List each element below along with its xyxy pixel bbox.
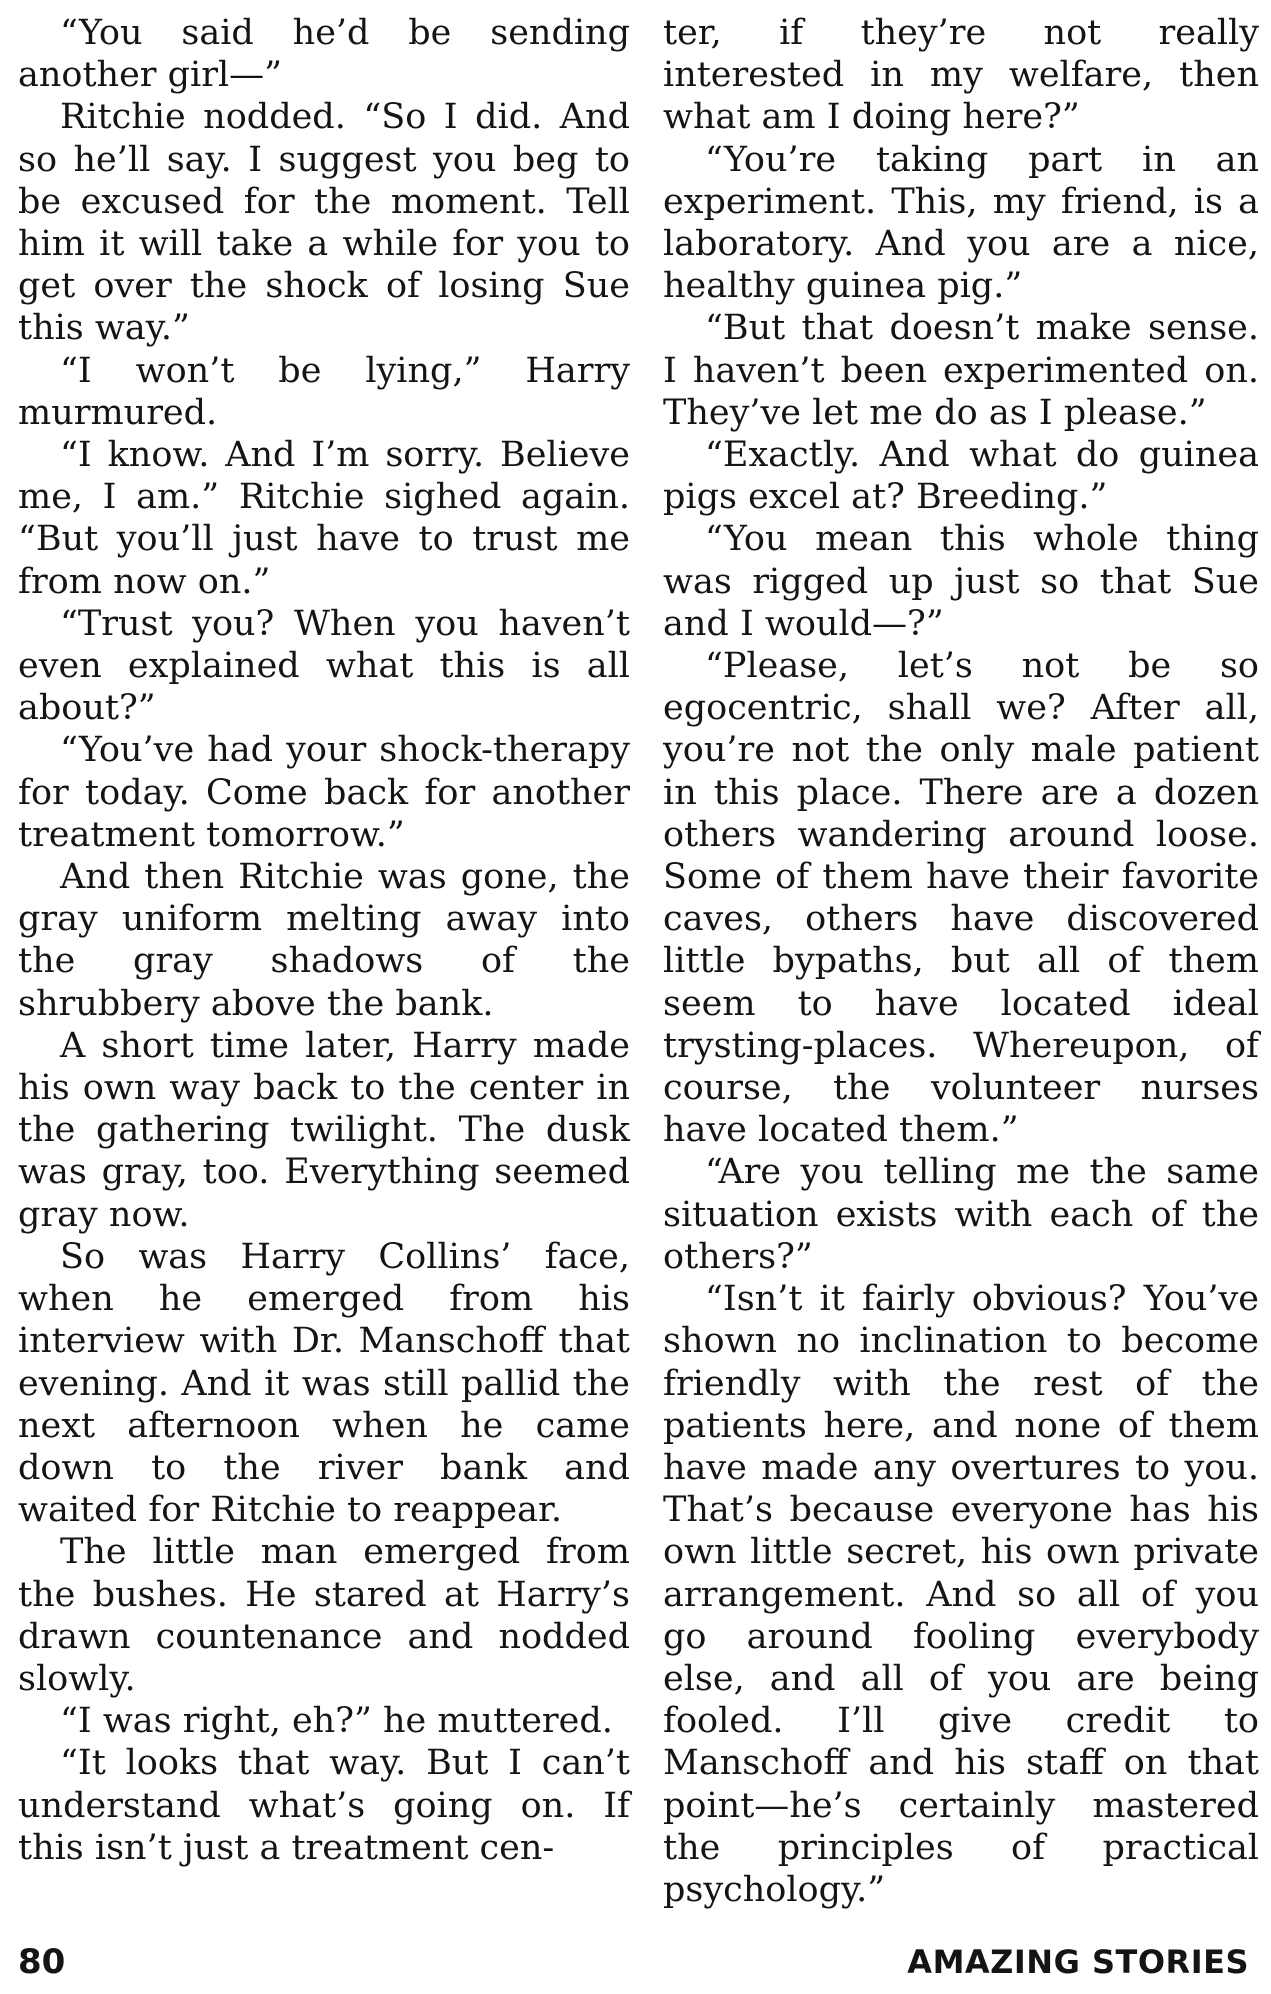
paragraph: “I know. And I’m sorry. Believe me, I am.” Ritchie sighed again. “But you’ll just have to trust me from now on.” <box>18 435 630 602</box>
page-number: 80 <box>18 1942 66 1982</box>
running-title: AMAZING STORIES <box>907 1943 1249 1981</box>
paragraph: “You’re taking part in an experiment. This, my friend, is a laboratory. And you are a nice, healthy guinea pig.” <box>663 139 1259 307</box>
paragraph: “You mean this whole thing was rigged up just so that Sue and I would—?” <box>663 519 1259 644</box>
paragraph: So was Harry Collins’ face, when he emerged from his interview with Dr. Manschoff that evening. And it was still pallid the next afternoon when he came down to the river bank and waited for Ritchie to reappear. <box>18 1236 630 1531</box>
paragraph: “I won’t be lying,” Harry murmured. <box>18 350 630 433</box>
right-column <box>663 12 1259 1911</box>
left-column <box>18 12 630 1869</box>
paragraph: The little man emerged from the bushes. He stared at Harry’s drawn countenance and nodded slowly. <box>18 1532 630 1699</box>
paragraph: “You’ve had your shock-therapy for today. Come back for another treatment tomorrow.” <box>18 730 630 855</box>
paragraph: “Are you telling me the same situation exists with each of the others?” <box>663 1152 1259 1277</box>
paragraph: And then Ritchie was gone, the gray uniform melting away into the gray shadows of the shrubbery above the bank. <box>18 857 630 1024</box>
paragraph: “Exactly. And what do guinea pigs excel at? Breeding.” <box>663 435 1259 518</box>
paragraph: “But that doesn’t make sense. I haven’t been experimented on. They’ve let me do as I please.” <box>663 308 1259 433</box>
paragraph: “Please, let’s not be so egocentric, shall we? After all, you’re not the only male patient in this place. There are a dozen others wandering around loose. Some of them have their favorite caves, others have discovered little bypaths, but all of them seem to have located ideal trysting-places. Whereupon, of course, the volunteer nurses have located them.” <box>663 646 1259 1151</box>
paragraph: “Trust you? When you haven’t even explained what this is all about?” <box>18 603 630 729</box>
paragraph: Ritchie nodded. “So I did. And so he’ll say. I suggest you beg to be excused for the moment. Tell him it will take a while for you to get over the shock of losing Sue this way.” <box>18 97 630 349</box>
paragraph: “I was right, eh?” he muttered. <box>60 1701 613 1742</box>
paragraph: “You said he’d be sending another girl—” <box>18 13 630 96</box>
paragraph-continued: ter, if they’re not really interested in my welfare, then what am I doing here?” <box>663 13 1259 138</box>
paragraph: “Isn’t it fairly obvious? You’ve shown no inclination to become friendly with the rest of the patients here, and none of them have made any overtures to you. That’s because everyone has his own little secret, his own private arrangement. And so all of you go around fooling everybody else, and all of you are being fooled. I’ll give credit to Manschoff and his staff on that point—he’s certainly mastered the principles of practical psychology.” <box>663 1279 1259 1910</box>
paragraph: “It looks that way. But I can’t understand what’s going on. If this isn’t just a treatment cen- <box>18 1743 630 1868</box>
paragraph: A short time later, Harry made his own way back to the center in the gathering twilight. The dusk was gray, too. Everything seemed gray now. <box>18 1025 630 1235</box>
